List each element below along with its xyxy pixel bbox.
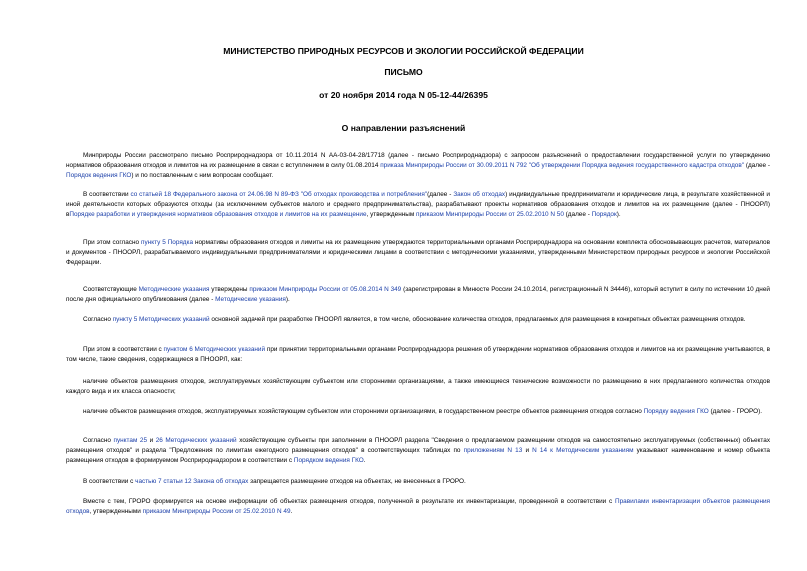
paragraph-text: , утвержденными [89,508,143,516]
document-link[interactable]: пункту 5 Порядка [141,239,194,246]
paragraph-text: Вместе с тем, ГРОРО формируется на основе информации об объектах размещения отходов, полученной в результате их инвентаризации, проведенной в соответствии с [83,498,615,505]
paragraph-text: при принятии территориальными органами Росприроднадзора решения об утверждении нормативов образования отходов и лимитов на их размещение учитываются, в том числе, такие сведения, содержащиеся в ПНООРЛ, как: [66,346,770,364]
paragraph-text: запрещается размещение отходов на объектах, не внесенных в ГРОРО. [248,478,466,485]
paragraph-text: ). [285,296,290,304]
document-link[interactable]: Порядке разработки и утверждения нормативов образования отходов и лимитов на их размещение [69,211,367,219]
document-date-number: от 20 ноября 2014 года N 05-12-44/26395 [319,90,488,100]
document-link[interactable]: Порядок ведения ГКО [66,172,132,180]
paragraph-text: . [363,457,366,465]
document-link[interactable]: со статьей 18 Федерального закона от 24.06.98 N 89-ФЗ "Об отходах производства и потребления" [130,191,428,198]
paragraph-text: ) индивидуальные предприниматели и юридические лица, в результате хозяйственной и иной деятельности которых образуются отходы (за исключением субъектов малого и среднего предпринимательства), разрабатывают проекты нормативов образования отходов и лимитов на их размещение (далее - ПНООРЛ) в [66,191,770,219]
paragraph [66,151,770,181]
paragraph [66,238,770,268]
paragraph-text: В соответствии с [83,478,136,485]
document-link[interactable]: Закон об отходах [453,191,506,198]
paragraph-text: (далее - [563,211,592,219]
document-link[interactable]: Правилами инвентаризации объектов размещения отходов [66,498,771,516]
document-link[interactable]: Порядком ведения ГКО [293,457,364,465]
paragraph [66,377,770,397]
document-link[interactable]: пунктом 6 Методических указаний [163,346,266,353]
document-link[interactable]: пунктам 25 [113,437,148,444]
paragraph-text: В соответствии [83,191,131,198]
paragraph [66,315,770,325]
paragraph-text: Согласно [83,437,114,444]
document-link[interactable]: приказа Минприроды России от 30.09.2011 N 792 "Об утверждении Порядка ведения государственного кадастра отходов" [380,162,745,170]
document-subject: О направлении разъяснений [341,123,466,133]
paragraph [66,345,770,365]
paragraph [66,285,770,305]
document-link[interactable]: пункту 5 Методических указаний [112,316,210,323]
ministry-title: МИНИСТЕРСТВО ПРИРОДНЫХ РЕСУРСОВ И ЭКОЛОГИИ РОССИЙСКОЙ ФЕДЕРАЦИИ [223,46,584,56]
document-link[interactable]: N 14 к Методическим указаниям [532,447,634,455]
document-link[interactable]: частью 7 статьи 12 Закона об отходах [135,478,249,485]
paragraph-text: хозяйствующие субъекты при заполнении в ПНООРЛ раздела "Сведения о предлагаемом размещении отходов на самостоятельно эксплуатируемых (собственных) объектах размещения отходов" и раздела "Предложения по лимитам ежегодного размещения отходов" в соответствующих таблицах по [66,437,771,455]
paragraph-text: наличие объектов размещения отходов, эксплуатируемых хозяйствующим субъектом или сторонними организациями, а также имеющиеся технические возможности по размещению в них предлагаемого количества отходов каждого вида и их класса опасности; [66,378,770,396]
paragraph [66,477,770,487]
document-link[interactable]: 26 Методических указаний [155,437,237,444]
paragraph-text: и [522,447,533,455]
paragraph-text: (зарегистрирован в Минюсте России 24.10.2014, регистрационный N 34446), который вступит в силу по истечении 10 дней после дня официального опубликования (далее - [66,286,770,304]
paragraph-text: При этом в соответствии с [83,346,164,353]
paragraph-text: утверждены [209,286,250,293]
paragraph-text: (далее - ГРОРО). [708,408,762,415]
paragraph-text: Соответствующие [83,286,139,293]
paragraph-text: При этом согласно [83,239,142,246]
paragraph [66,497,770,517]
paragraph-text: нормативы образования отходов и лимиты на их размещение утверждаются территориальными органами Росприроднадзора на основании комплекта обосновывающих расчетов, материалов и документов - ПНООРЛ, разрабатываемого индивидуальными предпринимателями и юридическими лицами в соответствии с методическими указаниями, утвержденными Министерством природных ресурсов и экологии Российской Федерации. [66,239,770,267]
document-link[interactable]: приказом Минприроды России от 05.08.2014 N 349 [249,286,402,293]
paragraph [66,407,770,417]
document-link[interactable]: Порядок [591,211,617,219]
paragraph-text: , утвержденным [366,211,417,219]
paragraph-text: ). [616,211,621,219]
paragraph-text: (далее - [427,191,454,198]
paragraph-text: Согласно [83,316,113,323]
paragraph-text: (далее - [744,162,770,170]
paragraph [66,190,770,220]
paragraph-text: . [290,508,293,516]
paragraph-text: и [147,437,156,444]
paragraph-text: указывают наименование и номер объекта размещения отходов в формируемом Росприроднадзором в соответствии с [66,447,770,465]
document-type: ПИСЬМО [384,67,423,77]
paragraph-text: основной задачей при разработке ПНООРЛ является, в том числе, обоснование количества отходов, предлагаемых для размещения в конкретных объектах размещения отходов. [209,316,746,323]
paragraph [66,436,770,466]
document-link[interactable]: приказом Минприроды России от 25.02.2010 N 50 [416,211,564,219]
paragraph-text: наличие объектов размещения отходов, эксплуатируемых хозяйствующим субъектом или сторонними организациями, в государственном реестре объектов размещения отходов согласно [83,408,644,415]
document-link[interactable]: Методические указания [215,296,286,304]
document-link[interactable]: Порядку ведения ГКО [643,408,709,415]
paragraph-text: Минприроды России рассмотрело письмо Росприроднадзора от 10.11.2014 N АА-03-04-28/17718 (далее - письмо Росприроднадзора) с запросом разъяснений о предоставлении государственной услуги по утверждению нормативов образования отходов и лимитов на их размещение в связи с вступлением в силу 01.08.2014 [66,152,770,170]
paragraph-text: ) и по поставленным с ним вопросам сообщает. [131,172,274,180]
document-link[interactable]: Методические указания [138,286,210,293]
document-link[interactable]: приложениям N 13 [463,447,523,455]
document-link[interactable]: приказом Минприроды России от 25.02.2010 N 49 [142,508,291,516]
